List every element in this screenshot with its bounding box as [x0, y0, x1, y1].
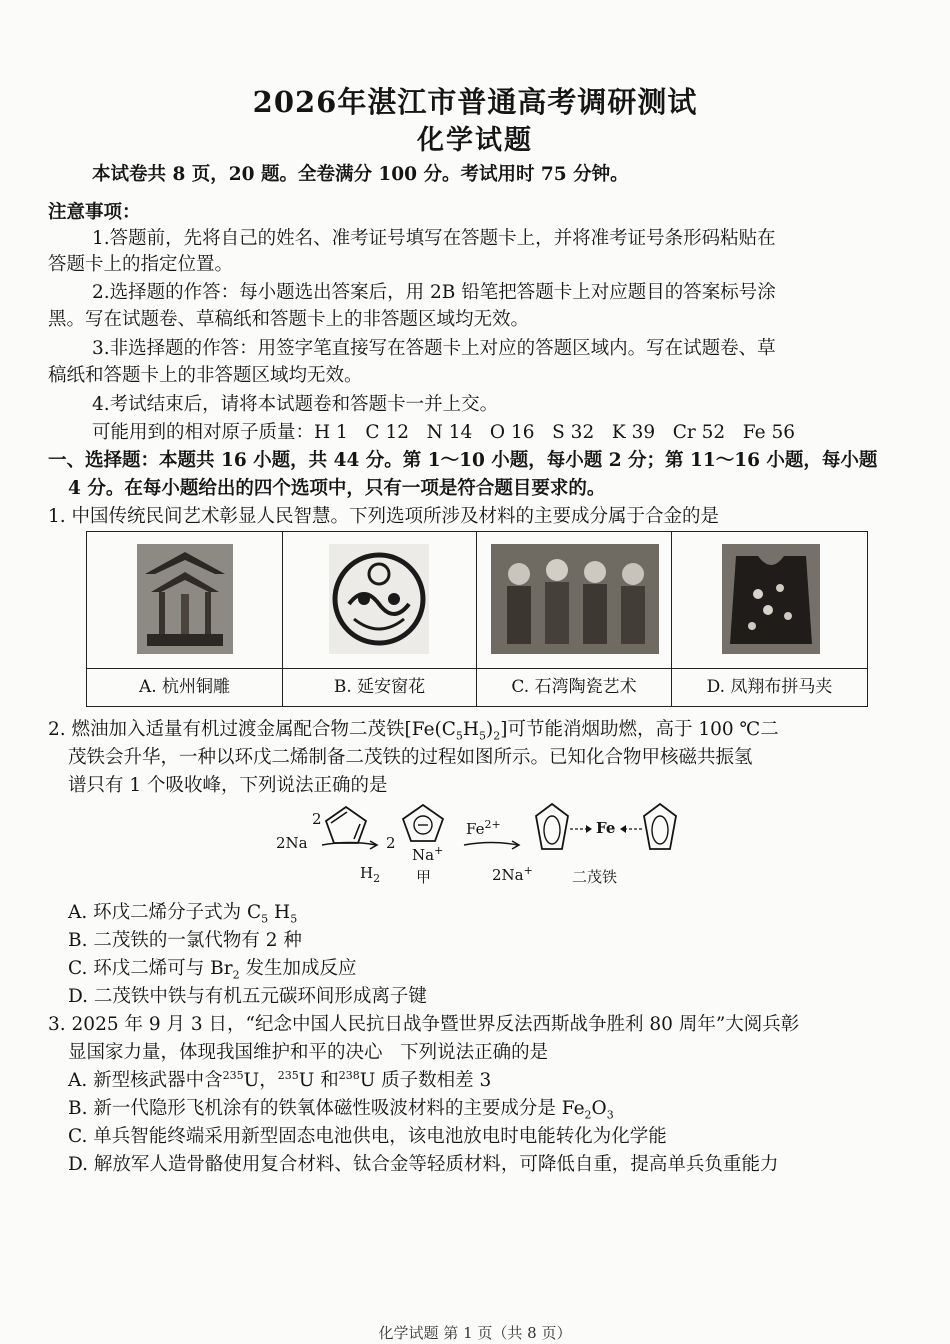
sodium-cation: Na+	[412, 844, 444, 864]
q3-option-b: B. 新一代隐形飞机涂有的铁氧体磁性吸波材料的主要成分是 $Fe_2O_3$	[68, 1098, 614, 1122]
q2-option-a: A. 环戊二烯分子式为 $C_5$ $H_5$	[68, 902, 298, 926]
hydrogen-byproduct: $H_2$	[360, 864, 381, 885]
copper-pavilion-image	[137, 544, 233, 654]
arrow-2	[462, 838, 522, 852]
iron-ii-reagent: $Fe^{2+}$	[466, 818, 501, 838]
cyclopentadienyl-anion-structure	[400, 802, 446, 844]
q1-picture-table	[86, 531, 868, 707]
coef-cyclopentadiene: 2	[312, 810, 322, 828]
exam-info: 本试卷共 8 页，20 题。全卷满分 100 分。考试用时 75 分钟。	[92, 164, 629, 185]
paper-cutting-image	[329, 544, 429, 654]
notice-item-3: 3.非选择题的作答：用签字笔直接写在答题卡上对应的答题区域内。写在试题卷、草	[92, 338, 776, 359]
ferrocene-reaction-scheme	[270, 800, 690, 895]
ceramic-figures-picture	[491, 544, 659, 654]
coordination-arrow-right	[618, 824, 644, 834]
patchwork-vest-image	[722, 544, 820, 654]
notice-item-1-cont: 答题卡上的指定位置。	[48, 254, 234, 275]
compound-jia-label: 甲	[416, 868, 432, 886]
ferrocene-label: 二茂铁	[572, 868, 618, 886]
ferrocene-ring-right	[642, 802, 678, 852]
q2-stem-line2: 茂铁会升华，一种以环戊二烯制备二茂铁的过程如图所示。已知化合物甲核磁共振氢	[68, 747, 753, 768]
section-heading: 一、选择题：本题共 16 小题，共 44 分。第 1～10 小题，每小题 2 分；第 11～16 小题，每小题	[48, 450, 878, 471]
ferrocene-ring-left	[534, 802, 570, 852]
q3-option-c: C. 单兵智能终端采用新型固态电池供电，该电池放电时电能转化为化学能	[68, 1126, 667, 1147]
q2-option-d: D. 二茂铁中铁与有机五元碳环间形成离子键	[68, 986, 427, 1007]
notice-item-3-cont: 稿纸和答题卡上的非答题区域均无效。	[48, 365, 363, 386]
patchwork-vest-picture	[722, 544, 820, 654]
paper-cutting-picture	[329, 544, 429, 654]
q1-option-b-label: B. 延安窗花	[283, 668, 476, 707]
q1-option-d-cell	[672, 532, 867, 706]
coordination-arrow-left	[568, 824, 594, 834]
section-heading-cont: 4 分。在每小题给出的四个选项中，只有一项是符合题目要求的。	[68, 478, 606, 499]
q2-option-c: C. 环戊二烯可与 $Br_2$ 发生加成反应	[68, 958, 357, 982]
q1-option-d-label: D. 凤翔布拼马夹	[672, 668, 867, 707]
notice-item-2-cont: 黑。写在试题卷、草稿纸和答题卡上的非答题区域均无效。	[48, 309, 530, 330]
atomic-masses: 可能用到的相对原子质量：H 1 C 12 N 14 O 16 S 32 K 39 Cr 52 Fe 56	[92, 422, 796, 443]
exam-subtitle: 化学试题	[417, 125, 533, 156]
arrow-1	[320, 838, 380, 852]
q3-stem-line1: 3. 2025 年 9 月 3 日，“纪念中国人民抗日战争暨世界反法西斯战争胜利 80 周年”大阅兵彰	[48, 1014, 800, 1035]
q3-stem-line2: 显国家力量，体现我国维护和平的决心 下列说法正确的是	[68, 1042, 549, 1063]
sodium-reagent: 2Na	[276, 834, 308, 852]
notice-heading: 注意事项：	[48, 202, 141, 223]
q1-option-c-label: C. 石湾陶瓷艺术	[477, 668, 671, 707]
q1-option-b-cell	[283, 532, 477, 706]
ceramic-figures-image	[491, 544, 659, 654]
q1-option-c-cell	[477, 532, 672, 706]
q1-option-a-label: A. 杭州铜雕	[87, 668, 282, 707]
page-footer: 化学试题 第 1 页（共 8 页）	[378, 1324, 572, 1342]
q3-option-a: A. 新型核武器中含$^{235}$U，$^{235}$U 和$^{238}$U 质子数相差 3	[68, 1068, 492, 1091]
q2-option-b: B. 二茂铁的一氯代物有 2 种	[68, 930, 302, 951]
exam-title: 2026年湛江市普通高考调研测试	[252, 85, 698, 119]
copper-pavilion-picture	[137, 544, 233, 654]
q2-stem-line3: 谱只有 1 个吸收峰，下列说法正确的是	[68, 775, 388, 796]
sodium-byproduct: 2Na+	[492, 864, 533, 884]
q3-option-d: D. 解放军人造骨骼使用复合材料、钛合金等轻质材料，可降低自重，提高单兵负重能力	[68, 1154, 779, 1175]
iron-center: Fe	[596, 819, 616, 837]
q1-option-a-cell	[87, 532, 283, 706]
q2-stem-line1: 2. 燃油加入适量有机过渡金属配合物二茂铁$[Fe(C_5H_5)_2]$可节能消烟助燃，高于 100 ℃二	[48, 719, 779, 743]
coef-compound-jia: 2	[386, 834, 396, 852]
notice-item-2: 2.选择题的作答：每小题选出答案后，用 2B 铅笔把答题卡上对应题目的答案标号涂	[92, 282, 776, 303]
notice-item-1: 1.答题前，先将自己的姓名、准考证号填写在答题卡上，并将准考证号条形码粘贴在	[92, 228, 776, 249]
q1-stem: 1. 中国传统民间艺术彰显人民智慧。下列选项所涉及材料的主要成分属于合金的是	[48, 506, 720, 527]
notice-item-4: 4.考试结束后，请将本试题卷和答题卡一并上交。	[92, 394, 499, 415]
